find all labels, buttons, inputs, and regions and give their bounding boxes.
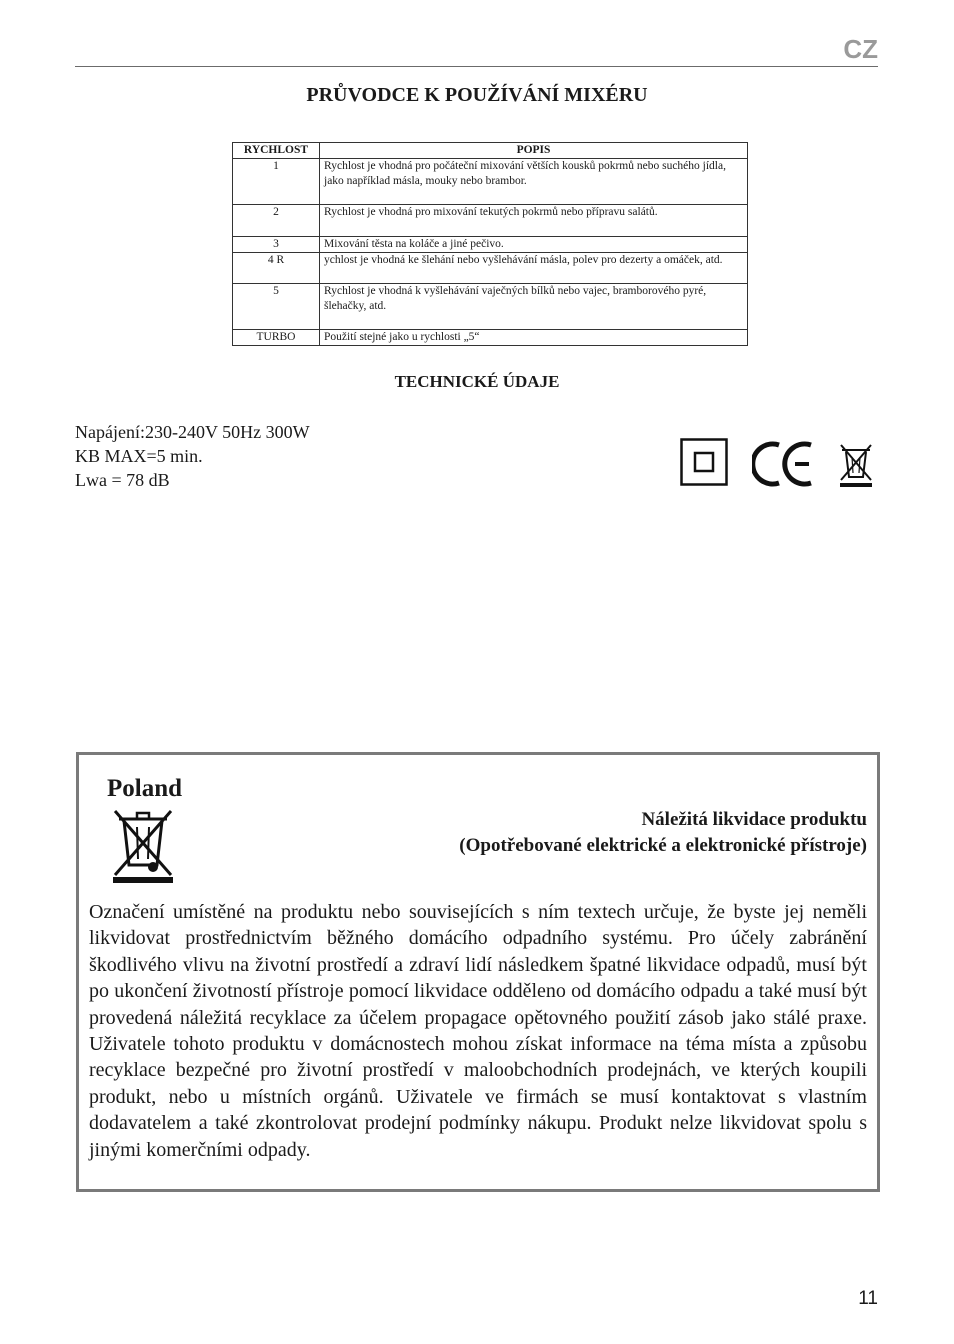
guide-title: PRŮVODCE K POUŽÍVÁNÍ MIXÉRU xyxy=(306,84,648,106)
table-header-row xyxy=(233,143,748,159)
speed-cell: 3 xyxy=(233,237,320,253)
weee-bin-icon xyxy=(111,805,175,885)
table-row xyxy=(233,330,748,346)
description-cell: Mixování těsta na koláče a jiné pečivo. xyxy=(320,237,748,253)
language-code: CZ xyxy=(843,34,878,64)
certification-symbols xyxy=(680,438,880,490)
description-cell: Rychlost je vhodná pro počáteční mixování větších kousků pokrmů nebo suchého jídla, jako například másla, mouky nebo brambor. xyxy=(320,159,748,205)
spec-power: Napájení:230-240V 50Hz 300W xyxy=(75,422,310,442)
spec-kb-max: KB MAX=5 min. xyxy=(75,446,203,466)
tech-specs xyxy=(75,420,310,492)
page-number: 11 xyxy=(858,1288,878,1309)
disposal-notice xyxy=(76,752,880,1192)
description-cell: Rychlost je vhodná pro mixování tekutých pokrmů nebo přípravu salátů. xyxy=(320,205,748,237)
disposal-title xyxy=(459,807,867,859)
column-header-description: POPIS xyxy=(320,143,748,159)
table-row xyxy=(233,159,748,205)
spec-noise: Lwa = 78 dB xyxy=(75,470,170,490)
tech-title: TECHNICKÉ ÚDAJE xyxy=(394,372,560,391)
speed-cell: 1 xyxy=(233,159,320,205)
disposal-title-line1: Náležitá likvidace produktu xyxy=(641,809,867,830)
table-row xyxy=(233,284,748,330)
table-row xyxy=(233,237,748,253)
double-insulation-icon xyxy=(680,438,730,488)
column-header-speed: RYCHLOST xyxy=(233,143,320,159)
speed-cell: 2 xyxy=(233,205,320,237)
weee-bin-icon xyxy=(838,442,874,488)
speed-cell: 5 xyxy=(233,284,320,330)
table-row xyxy=(233,205,748,237)
disposal-body: Označení umístěné na produktu nebo souvisejících s ním textech určuje, že byste jej neměli likvidovat prostřednictvím běžného domácího odpadního systému. Pro účely zabránění škodlivého vlivu na životní prostředí a zdraví lidí následkem špatné likvidace odpadů, musí být po ukončení životností přístroje pomocí likvidace odděleno od domácího odpadu a také musí být provedená náležitá recyklace za účelem propagace opětovného použití zásob jako stálé praxe. Uživatele tohoto produktu v domácnostech mohou získat informace na téma místa a způsobu recyklace bezpečné pro životní prostředí v maloobchodních prodejnách, ve kterých koupili produkt, nebo u místních orgánů. Uživatele ve firmách se musí kontaktovat s vlastním dodavatelem a také zkontrolovat prodejní podmínky nákupu. Produkt nelze likvidovat spolu s jinými komerčními odpady. xyxy=(89,901,867,1161)
description-cell: ychlost je vhodná ke šlehání nebo vyšlehávání másla, polev pro dezerty a omáček, atd. xyxy=(320,253,748,284)
speed-cell: TURBO xyxy=(233,330,320,346)
ce-mark-icon xyxy=(752,440,818,488)
description-cell: Rychlost je vhodná k vyšlehávání vaječných bílků nebo vajec, bramborového pyré, šlehačky, atd. xyxy=(320,284,748,330)
country-label: Poland xyxy=(107,775,183,802)
speed-table xyxy=(232,142,748,346)
header-divider xyxy=(75,66,878,67)
description-cell: Použití stejné jako u rychlosti „5“ xyxy=(320,330,748,346)
table-row xyxy=(233,253,748,284)
speed-cell: 4 R xyxy=(233,253,320,284)
disposal-title-line2: (Opotřebované elektrické a elektronické přístroje) xyxy=(459,835,867,856)
